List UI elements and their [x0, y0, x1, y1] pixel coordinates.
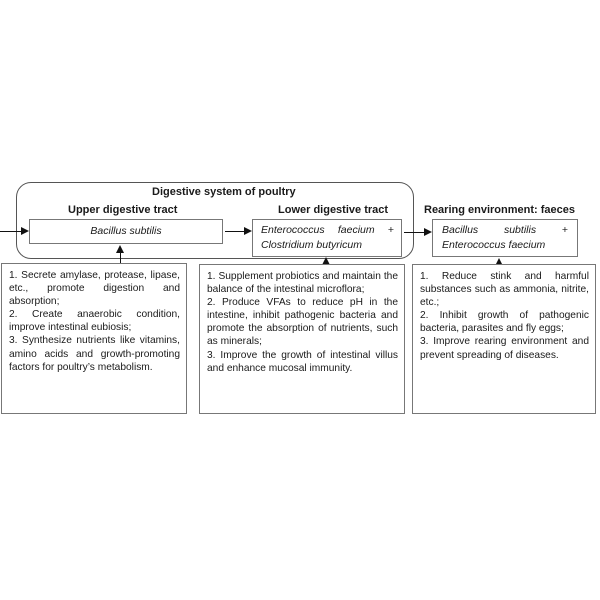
upper-effects-box: [1, 263, 187, 414]
input-arrow-line: [0, 231, 22, 232]
rearing-effect-3: 3. Improve rearing environment and prevent spreading of diseases.: [420, 336, 589, 361]
container-title: Digestive system of poultry: [152, 186, 296, 198]
upper-to-lower-arrow-line: [225, 231, 245, 232]
lower-species-box: [252, 219, 402, 257]
species-bacillus-epithet: subtilis: [503, 224, 537, 236]
plus-sign: +: [387, 224, 394, 236]
species-enterococcus-faecium: Enterococcus faecium: [442, 239, 546, 251]
upper-species-box: [29, 219, 223, 244]
lower-to-rearing-arrow-line: [404, 232, 425, 233]
rearing-effects-box: [412, 264, 596, 414]
arrow-up-icon: [116, 245, 124, 253]
arrow-right-icon: [244, 227, 252, 235]
lower-effect-1: 1. Supplement probiotics and maintain the balance of the intestinal microflora;: [207, 271, 398, 296]
lower-tract-title: Lower digestive tract: [278, 204, 389, 216]
lower-effects-box: [199, 264, 405, 414]
rearing-effect-1: 1. Reduce stink and harmful substances such as ammonia, nitrite, etc.;: [420, 271, 589, 309]
species-enterococcus-epithet: faecium: [337, 224, 375, 236]
arrow-right-icon: [21, 227, 29, 235]
plus-sign: +: [561, 224, 568, 236]
rearing-species-box: [432, 219, 578, 257]
upper-effect-2: 2. Create anaerobic condition, improve intestinal eubiosis;: [9, 309, 180, 334]
arrow-right-icon: [424, 228, 432, 236]
species-enterococcus-genus: Enterococcus: [261, 224, 325, 236]
upper-effect-3: 3. Synthesize nutrients like vitamins, amino acids and growth-promoting factors for poultry’s metabolism.: [9, 335, 180, 373]
rearing-environment-title: Rearing environment: faeces: [424, 204, 575, 216]
upper-tract-title: Upper digestive tract: [68, 204, 178, 216]
lower-effect-3: 3. Improve the growth of intestinal villus and enhance mucosal immunity.: [207, 349, 398, 374]
species-bacillus-genus: Bacillus: [442, 224, 479, 236]
species-bacillus-subtilis: Bacillus subtilis: [90, 225, 162, 237]
upper-effect-1: 1. Secrete amylase, protease, lipase, etc., promote digestion and absorption;: [9, 270, 180, 308]
species-clostridium-butyricum: Clostridium butyricum: [261, 239, 362, 251]
rearing-effect-2: 2. Inhibit growth of pathogenic bacteria, parasites and fly eggs;: [420, 310, 589, 335]
lower-effect-2: 2. Produce VFAs to reduce pH in the intestine, inhibit pathogenic bacteria and promote the absorption of nutrients, such as minerals;: [207, 297, 398, 348]
